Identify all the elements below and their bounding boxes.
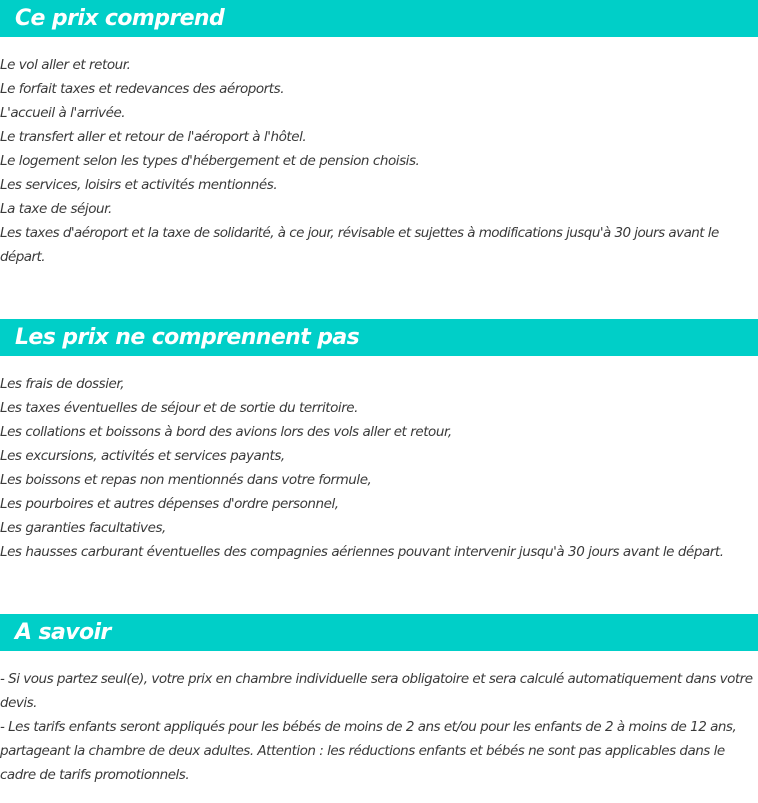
excludes-list <box>0 372 758 564</box>
list-item: Le forfait taxes et redevances des aéroports. <box>0 81 285 97</box>
section-header-good-to-know <box>0 614 758 651</box>
list-item: Les services, loisirs et activités mentionnés. <box>0 177 278 193</box>
includes-list <box>0 53 758 269</box>
list-item: L'accueil à l'arrivée. <box>0 105 126 121</box>
good-to-know-text <box>0 667 758 787</box>
section-title-includes: Ce prix comprend <box>15 5 225 31</box>
list-item: Le logement selon les types d'hébergement et de pension choisis. <box>0 153 420 169</box>
list-item: Les excursions, activités et services payants, <box>0 448 285 464</box>
list-item: Les hausses carburant éventuelles des compagnies aériennes pouvant intervenir jusqu'à 30 jours avant le départ. <box>0 544 724 560</box>
section-title-good-to-know: A savoir <box>15 619 111 645</box>
list-item: Les taxes éventuelles de séjour et de sortie du territoire. <box>0 400 359 416</box>
section-title-excludes: Les prix ne comprennent pas <box>15 324 360 350</box>
list-item: Les garanties facultatives, <box>0 520 166 536</box>
info-paragraph: - Les tarifs enfants seront appliqués pour les bébés de moins de 2 ans et/ou pour les enfants de 2 à moins de 12 ans, partageant la chambre de deux adultes. Attention : les réductions enfants et bébés ne sont pas applicables dans le cadre de tarifs promotionnels. <box>0 719 737 783</box>
list-item: Les pourboires et autres dépenses d'ordre personnel, <box>0 496 339 512</box>
section-header-excludes <box>0 319 758 356</box>
list-item: La taxe de séjour. <box>0 201 112 217</box>
list-item: Le vol aller et retour. <box>0 57 131 73</box>
section-header-includes <box>0 0 758 37</box>
info-paragraph: - Si vous partez seul(e), votre prix en chambre individuelle sera obligatoire et sera calculé automatiquement dans votre devis. <box>0 671 753 711</box>
list-item: Le transfert aller et retour de l'aéroport à l'hôtel. <box>0 129 307 145</box>
list-item: Les frais de dossier, <box>0 376 125 392</box>
list-item: Les boissons et repas non mentionnés dans votre formule, <box>0 472 372 488</box>
list-item: Les collations et boissons à bord des avions lors des vols aller et retour, <box>0 424 452 440</box>
list-item: Les taxes d'aéroport et la taxe de solidarité, à ce jour, révisable et sujettes à modifications jusqu'à 30 jours avant le départ. <box>0 225 719 265</box>
